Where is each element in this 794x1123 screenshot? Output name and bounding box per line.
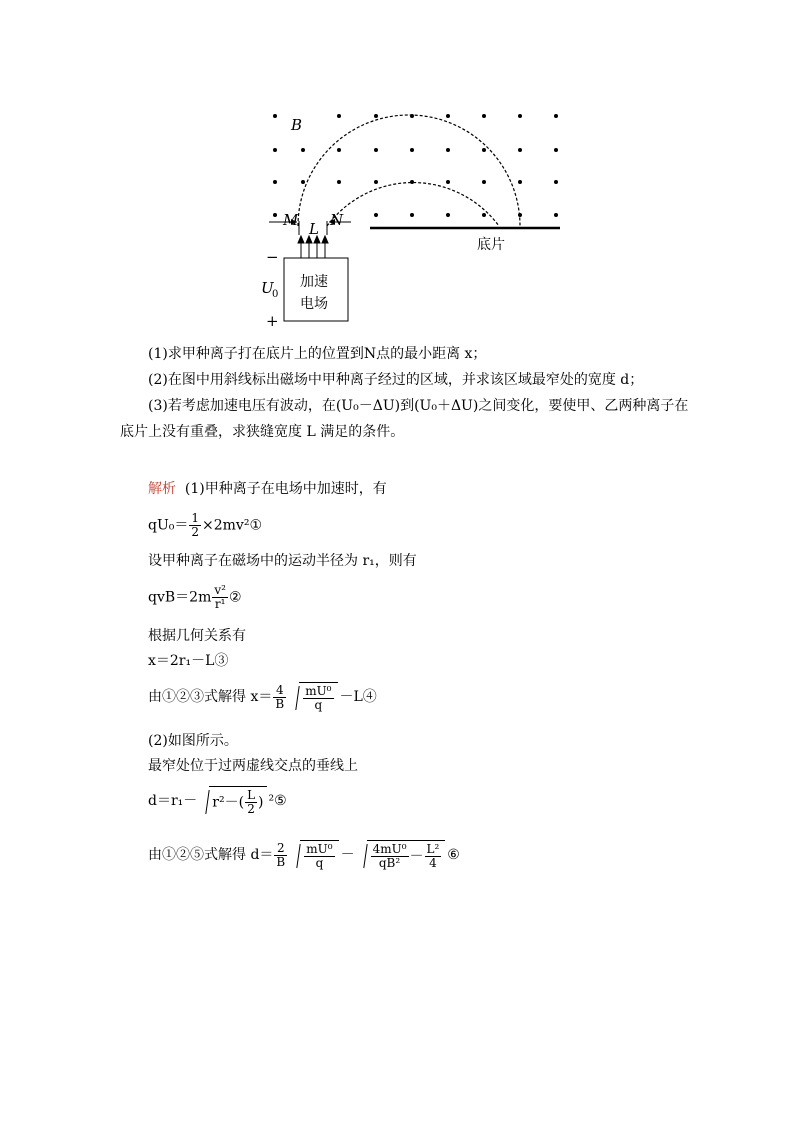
solution-line-3: 根据几何关系有 — [148, 628, 246, 644]
trajectory-inner — [327, 183, 499, 226]
label-N: N — [330, 211, 344, 229]
box-line2: 电场 — [300, 296, 328, 312]
magnetic-field-dots — [273, 114, 558, 217]
solution-line-2: 设甲种离子在磁场中的运动半径为 r₁，则有 — [148, 553, 417, 569]
label-L: L — [309, 220, 319, 238]
label-M: M — [283, 211, 299, 229]
equation-6: 由①②⑤式解得 d＝ $\frac{2}{B}$ $\frac{\text{mU⁰}}{q}$ － $\frac{\text{4mU⁰}}{\text{qB²}}$ － $\frac{\text{L²}}{4}$ ⑥ — [148, 840, 460, 870]
solution-line-5: (2)如图所示。 — [148, 733, 238, 749]
ion-beam-arrows — [298, 236, 328, 258]
solution-line-6: 最窄处位于过两虚线交点的垂线上 — [148, 758, 358, 774]
label-B: B — [291, 116, 303, 134]
questions — [120, 341, 690, 445]
label-U: U — [261, 279, 274, 297]
equation-2: qvB＝2m $\frac{\text{v²}}{\text{r¹}}$ ② — [148, 583, 242, 611]
question-2: (2)在图中用斜线标出磁场中甲种离子经过的区域，并求该区域最窄处的宽度 d； — [148, 372, 644, 388]
equation-4: 由①②③式解得 x＝ $\frac{4}{B}$ $\frac{\text{mU⁰}}{q}$ －L④ — [148, 682, 377, 712]
question-3: (3)若考虑加速电压有波动，在(U₀－ΔU)到(U₀＋ΔU)之间变化，要使甲、乙两种离子在底片上没有重叠，求狭缝宽度 L 满足的条件。 — [120, 398, 689, 440]
equation-5: d＝r₁－ r²－( $\frac{L}{2}$ ) ²⑤ — [148, 788, 287, 816]
label-minus: − — [266, 248, 279, 266]
label-plus: + — [266, 312, 279, 330]
film-label: 底片 — [477, 237, 505, 253]
solution-tag: 解析 — [148, 481, 176, 497]
question-1: (1)求甲种离子打在底片上的位置到N点的最小距离 x； — [148, 346, 487, 362]
box-line1: 加速 — [300, 274, 328, 290]
equation-1: qU₀＝ $\frac{1}{2}$ ×2mv²① — [148, 511, 263, 539]
label-U-sub: 0 — [272, 289, 279, 300]
trajectory-outer — [298, 115, 520, 226]
equation-3: x＝2r₁－L③ — [148, 653, 229, 669]
physics-figure — [255, 100, 567, 332]
solution-line-1: 解析 (1)甲种离子在电场中加速时，有 — [148, 481, 387, 497]
figure-svg — [255, 100, 567, 332]
